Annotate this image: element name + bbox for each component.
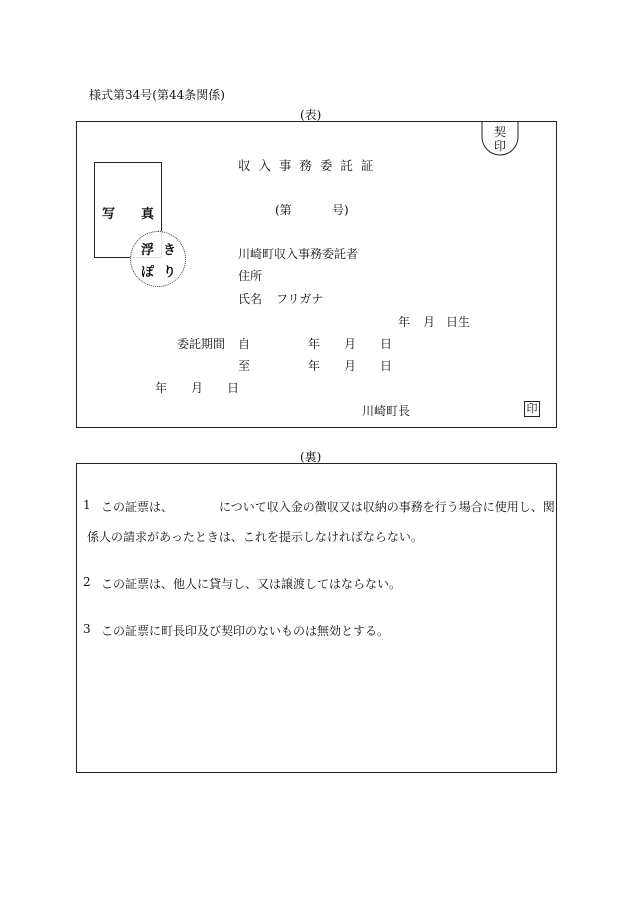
emboss-char-4: り [163,265,177,280]
emboss-seal [130,231,186,287]
address-label: 住所 [238,269,263,283]
note-3-text: この証票に町長印及び契印のないものは無効とする。 [101,624,390,638]
note-1-text-b: について収入金の徴収又は収納の事務を行う場合に使用し、関 [219,500,555,514]
certificate-title: 収 入 事 務 委 託 証 [238,158,376,173]
period-label: 委託期間 [177,337,226,351]
period-from-year: 年 [308,337,321,351]
emboss-char-1: 浮 [141,243,155,258]
form-number: 様式第34号(第44条関係) [89,88,225,102]
note-2-num: 2 [83,575,91,589]
front-section-label: (表) [300,108,322,122]
note-3-num: 3 [83,622,91,636]
number-suffix: 号) [332,203,349,217]
note-1-text-c: 係人の請求があったときは、これを提示しなければならない。 [87,530,423,544]
position-title: 川崎町収入事務委託者 [238,247,359,261]
birth-month: 月 [423,315,436,329]
name-label: 氏名 [238,292,263,306]
mayor-seal-box [524,401,540,417]
tally-seal-char-2: 印 [494,139,507,153]
number-prefix: (第 [275,203,292,217]
period-to-month: 月 [344,359,357,373]
tally-seal-char-1: 契 [494,125,507,139]
birth-day: 日生 [446,315,471,329]
tally-seal [480,121,520,157]
period-from-day: 日 [380,337,393,351]
back-section-label: (裏) [300,450,322,464]
mayor-seal-char: 印 [526,402,538,415]
issuer-name: 川崎町長 [362,404,411,418]
photo-label-1: 写 [102,207,116,222]
period-from: 自 [238,337,251,351]
period-to-year: 年 [308,359,321,373]
emboss-char-2: き [163,243,177,258]
furigana-label: フリガナ [276,292,324,306]
issue-day: 日 [227,381,240,395]
period-to-day: 日 [380,359,393,373]
issue-year: 年 [155,381,168,395]
period-from-month: 月 [344,337,357,351]
emboss-char-3: ぽ [141,265,155,280]
birth-year: 年 [398,315,411,329]
photo-label-2: 真 [141,207,155,222]
note-1-text-a: この証票は、 [101,500,174,514]
note-2-text: この証票は、他人に貸与し、又は譲渡してはならない。 [101,577,402,591]
period-to: 至 [238,359,251,373]
issue-month: 月 [191,381,204,395]
note-1-num: 1 [83,498,91,512]
